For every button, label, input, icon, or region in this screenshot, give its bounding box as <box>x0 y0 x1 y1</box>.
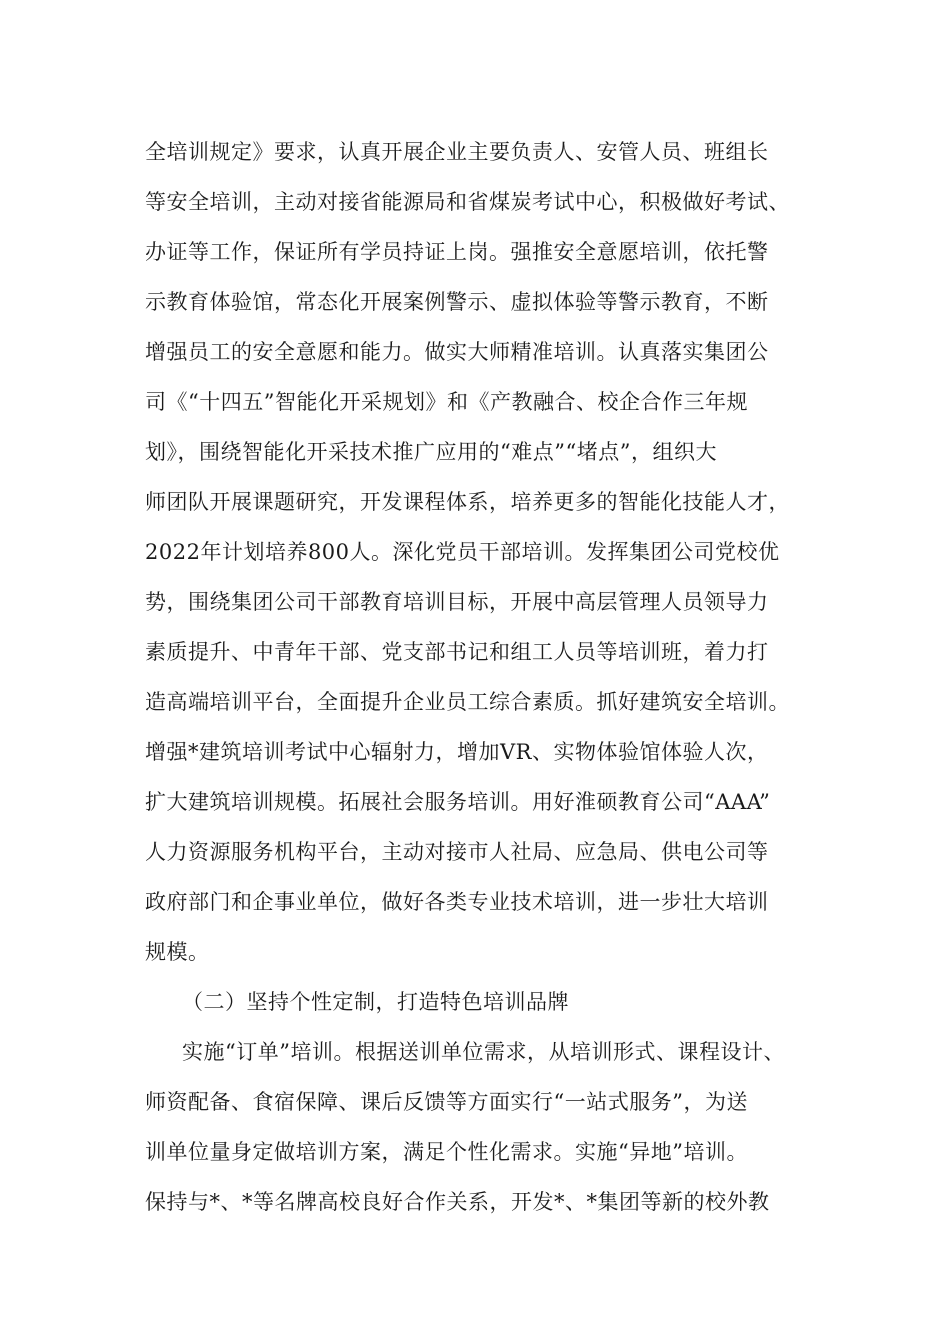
body-line: 划》，围绕智能化开采技术推广应用的“难点”“堵点”，组织大 <box>145 440 717 464</box>
body-line: 办证等工作，保证所有学员持证上岗。强推安全意愿培训，依托警 <box>145 240 769 264</box>
body-line: 师团队开展课题研究，开发课程体系，培养更多的智能化技能人才， <box>145 490 790 514</box>
body-line: 2022年计划培养800人。深化党员干部培训。发挥集团公司党校优 <box>145 540 780 564</box>
body-line: 保持与*、*等名牌高校良好合作关系，开发*、*集团等新的校外教 <box>145 1190 770 1214</box>
body-line: 政府部门和企事业单位，做好各类专业技术培训，进一步壮大培训 <box>145 890 769 914</box>
body-line: 人力资源服务机构平台，主动对接市人社局、应急局、供电公司等 <box>145 840 769 864</box>
body-line: 增强员工的安全意愿和能力。做实大师精准培训。认真落实集团公 <box>145 340 769 364</box>
body-line: 造高端培训平台，全面提升企业员工综合素质。抓好建筑安全培训。 <box>145 690 790 714</box>
body-line: 实施“订单”培训。根据送训单位需求，从培训形式、课程设计、 <box>182 1040 785 1064</box>
body-line: 训单位量身定做培训方案，满足个性化需求。实施“异地”培训。 <box>145 1140 748 1164</box>
body-line: 素质提升、中青年干部、党支部书记和组工人员等培训班，着力打 <box>145 640 769 664</box>
body-line: 司《“十四五”智能化开采规划》和《产教融合、校企合作三年规 <box>145 390 748 414</box>
body-line: 全培训规定》要求，认真开展企业主要负责人、安管人员、班组长 <box>145 140 769 164</box>
body-line: 等安全培训，主动对接省能源局和省煤炭考试中心，积极做好考试、 <box>145 190 790 214</box>
body-line: 势，围绕集团公司干部教育培训目标，开展中高层管理人员领导力 <box>145 590 769 614</box>
body-line: 规模。 <box>145 940 210 964</box>
body-line: 增强*建筑培训考试中心辐射力，增加VR、实物体验馆体验人次， <box>145 740 769 764</box>
body-line: 师资配备、食宿保障、课后反馈等方面实行“一站式服务”，为送 <box>145 1090 748 1114</box>
section-heading: （二）坚持个性定制，打造特色培训品牌 <box>182 990 569 1014</box>
body-line: 扩大建筑培训规模。拓展社会服务培训。用好淮硕教育公司“AAA” <box>145 790 771 814</box>
body-line: 示教育体验馆，常态化开展案例警示、虚拟体验等警示教育，不断 <box>145 290 769 314</box>
